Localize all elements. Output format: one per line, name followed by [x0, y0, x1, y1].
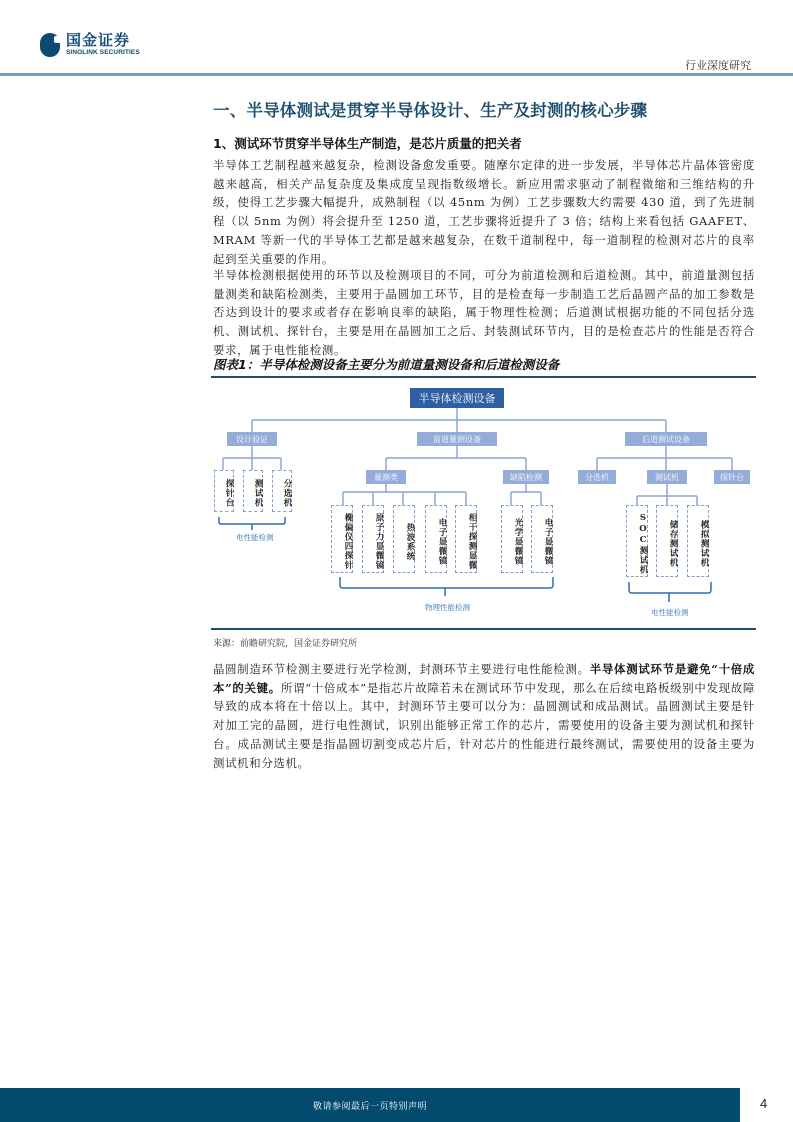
paragraph-3-part-b: 所谓“十倍成本”是指芯片故障若未在测试环节中发现，那么在后续电路板级别中发现故障导致的成本将在十倍以上。其中，封测环节主要可以分为：晶圆测试和成品测试。晶圆测试主要是针对加工完的晶圆，进行电性测试，识别出能够正常工作的芯片，需要使用的设备主要为测试机和探针台。成品测试主要是指晶圆切割变成芯片后，针对芯片的性能进行最终测试，需要使用的设备主要为测试机和分选机。: [213, 680, 755, 770]
group-label-electrical-1: 电性能检测: [236, 533, 274, 542]
header-divider: [0, 73, 793, 76]
leaf-coherent-probe: 相干探测显微: [455, 505, 477, 573]
paragraph-1: 半导体工艺制程越来越复杂，检测设备愈发重要。随摩尔定律的进一步发展，半导体芯片晶体管密度越来越高，相关产品复杂度及集成度呈现指数级增长。新应用需求驱动了制程微缩和三维结构的升级，使得工艺步骤大幅提升，成熟制程（以 45nm 为例）工艺步骤数大约需要 430 道，到了先进制程（以 5nm 为例）将会提升至 1250 道，工艺步骤将近提升了 3 倍；结构上来看包括 GAAFET、MRAM 等新一代的半导体工艺都是越来越复杂，在数千道制程中，每一道制程的检测对芯片的良率起到至关重要的作用。: [213, 158, 755, 266]
subnode-sorter: 分选机: [578, 470, 616, 484]
page-number: 4: [760, 1096, 768, 1111]
branch-node-front-end: 前道量测设备: [417, 432, 497, 446]
paragraph-3: [213, 660, 755, 772]
figure-source: 来源：前瞻研究院，国金证券研究所: [213, 639, 358, 649]
leaf-analog-tester: 模拟测试机: [687, 505, 709, 577]
leaf-prober: 探针台: [214, 470, 234, 512]
paragraph-3-part-a: 晶圆制造环节检测主要进行光学检测，封测环节主要进行电性能检测。: [213, 662, 590, 676]
root-node: 半导体检测设备: [410, 388, 504, 408]
footer-disclaimer: 敬请参阅最后一页特别声明: [312, 1101, 427, 1112]
group-label-physical: 物理性能检测: [425, 603, 470, 612]
paragraph-2: 半导体检测根据使用的环节以及检测项目的不同，可分为前道检测和后道检测。其中，前道量测包括量测类和缺陷检测类，主要用于晶圆加工环节，目的是检查每一步制造工艺后晶圆产品的加工参数是否达到设计的要求或者存在影响良率的缺陷，属于物理性检测；后道测试根据功能的不同包括分选机、测试机、探针台，主要是用在晶圆加工之后、封装测试环节内，目的是检查芯片的性能是否符合要求，属于电性能检测。: [213, 268, 755, 357]
branch-node-back-end: 后道测试设备: [625, 432, 707, 446]
logo-icon: [40, 33, 60, 57]
branch-node-design-verify: 设计验证: [227, 432, 277, 446]
subnode-defect-inspection: 缺陷检测: [503, 470, 549, 484]
figure-title: 图表1：半导体检测设备主要分为前道量测设备和后道检测设备: [213, 357, 560, 372]
paragraph-3-bold: 半导体测试环节是避免“十倍成本”的关键。: [213, 662, 755, 695]
section-title: 一、半导体测试是贯穿半导体设计、生产及封测的核心步骤: [213, 101, 648, 120]
leaf-tester: 测试机: [243, 470, 263, 512]
logo-en-text: SINOLINK SECURITIES: [66, 49, 140, 57]
subsection-title: 1、测试环节贯穿半导体生产制造，是芯片质量的把关者: [213, 136, 522, 151]
leaf-sorter: 分选机: [272, 470, 292, 512]
page-header: [0, 0, 793, 76]
subnode-metrology: 量测类: [366, 470, 406, 484]
figure-bottom-rule: [211, 628, 756, 630]
leaf-thermal-wave: 热波系统: [393, 505, 415, 573]
report-type: 行业深度研究: [685, 59, 751, 72]
page-footer: [0, 1088, 740, 1122]
leaf-afm: 原子力显微镜: [362, 505, 384, 573]
logo-cn-text: 国金证券: [66, 31, 131, 50]
figure-top-rule: [211, 376, 756, 378]
leaf-electron-microscope-2: 电子显微镜: [531, 505, 553, 573]
company-logo: [40, 33, 140, 57]
subnode-prober: 探针台: [714, 470, 750, 484]
group-label-electrical-2: 电性能检测: [651, 608, 689, 617]
leaf-ellipsometer: 椭偏仪四探针: [331, 505, 353, 573]
leaf-memory-tester: 储存测试机: [656, 505, 678, 577]
leaf-optical-microscope: 光学显微镜: [501, 505, 523, 573]
leaf-soc-tester: SOC测试机: [626, 505, 648, 577]
leaf-electron-microscope-1: 电子显微镜: [425, 505, 447, 573]
subnode-tester: 测试机: [647, 470, 687, 484]
